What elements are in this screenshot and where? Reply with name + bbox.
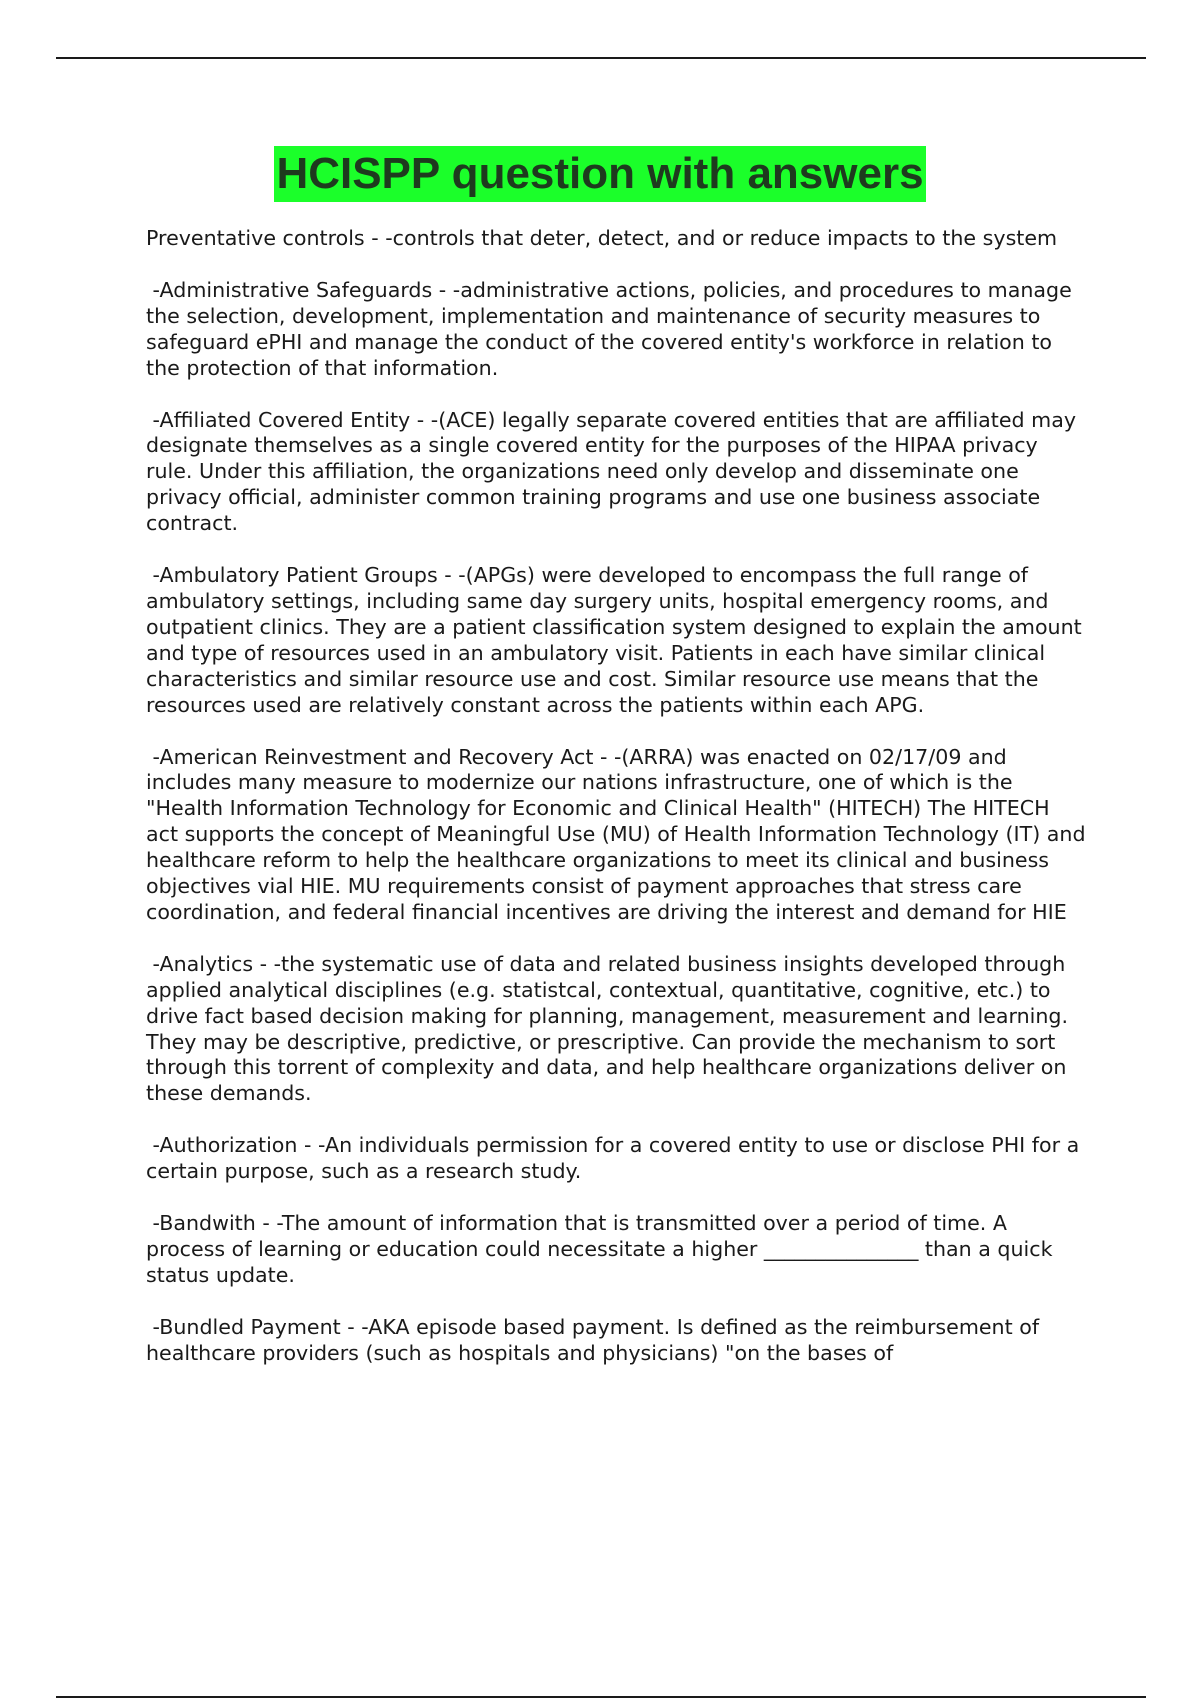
entry-term: -Analytics	[146, 951, 254, 976]
qa-entry	[146, 226, 1086, 252]
entry-separator: - -	[437, 563, 466, 588]
entry-separator: - -	[364, 226, 393, 250]
entry-term: -Ambulatory Patient Groups	[146, 563, 438, 588]
entry-definition: An individuals permission for a covered entity to use or disclose PHI for a certain purpose, such as a research study.	[146, 1133, 1086, 1184]
entry-term: -Administrative Safeguards	[146, 277, 433, 302]
entry-separator: - -	[297, 1133, 325, 1158]
entry-definition: AKA episode based payment. Is defined as the reimbursement of healthcare providers (such as hospitals and physicians) "on the bases of	[146, 1314, 1046, 1365]
title-container	[0, 146, 1200, 202]
entry-definition: the systematic use of data and related business insights developed through applied analytical disciplines (e.g. statistcal, contextual, quantitative, cognitive, etc.) to drive fact based decision making for planning, management, measurement and learning. They may be descriptive, predictive, or prescriptive. Can provide the mechanism to sort through this torrent of complexity and data, and help healthcare organizations deliver on these demands.	[146, 951, 1075, 1106]
qa-entry	[146, 408, 1086, 538]
document-title: HCISPP question with answers	[274, 146, 925, 202]
qa-entry	[146, 952, 1086, 1107]
entry-definition: (ARRA) was enacted on 02/17/09 and includes many measure to modernize our nations infrastructure, one of which is the "Health Information Technology for Economic and Clinical Health" (HITECH) The HITECH act supports the concept of Meaningful Use (MU) of Health Information Technology (IT) and healthcare reform to help the healthcare organizations to meet its clinical and business objectives vial HIE. MU requirements consist of payment approaches that stress care coordination, and federal financial incentives are driving the interest and demand for HIE	[146, 744, 1093, 924]
entry-separator: - -	[432, 277, 461, 302]
header-rule	[56, 57, 1146, 59]
qa-entry	[146, 1315, 1086, 1367]
entry-term: -Bundled Payment	[146, 1314, 341, 1339]
entry-separator: - -	[340, 1314, 369, 1339]
entry-definition: administrative actions, policies, and procedures to manage the selection, development, implementation and maintenance of security measures to safeguard ePHI and manage the conduct of the covered entity's workforce in relation to the protection of that information.	[146, 277, 1079, 380]
qa-entry	[146, 278, 1086, 382]
entry-separator: - -	[253, 951, 282, 976]
entry-term: Preventative controls	[146, 226, 365, 250]
qa-entry	[146, 563, 1089, 718]
document-body	[146, 226, 1093, 1393]
qa-entry	[146, 1211, 1086, 1289]
entry-term: -Authorization	[146, 1133, 298, 1158]
entry-separator: - -	[593, 744, 622, 769]
entry-term: -Bandwith	[146, 1211, 256, 1236]
entry-definition: The amount of information that is transmitted over a period of time. A process of learning or education could necessitate a higher _______________ than a quick status update.	[146, 1211, 1060, 1287]
entry-definition: (ACE) legally separate covered entities that are affiliated may designate themselves as a single covered entity for the purposes of the HIPAA privacy rule. Under this affiliation, the organizations need only develop and disseminate one privacy official, administer common training programs and use one business associate contract.	[146, 407, 1083, 536]
qa-entry	[146, 1133, 1086, 1185]
entry-term: -Affiliated Covered Entity	[146, 407, 411, 432]
entry-term: -American Reinvestment and Recovery Act	[146, 744, 594, 769]
footer-rule	[56, 1696, 1146, 1698]
qa-entry	[146, 744, 1093, 926]
entry-definition: controls that deter, detect, and or reduce impacts to the system	[392, 226, 1058, 250]
entry-separator: - -	[255, 1211, 282, 1236]
entry-separator: - -	[410, 407, 439, 432]
entry-definition: (APGs) were developed to encompass the full range of ambulatory settings, including same day surgery units, hospital emergency rooms, and outpatient clinics. They are a patient classification system designed to explain the amount and type of resources used in an ambulatory visit. Patients in each have similar clinical characteristics and similar resource use and cost. Similar resource use means that the resources used are relatively constant across the patients within each APG.	[146, 563, 1089, 717]
